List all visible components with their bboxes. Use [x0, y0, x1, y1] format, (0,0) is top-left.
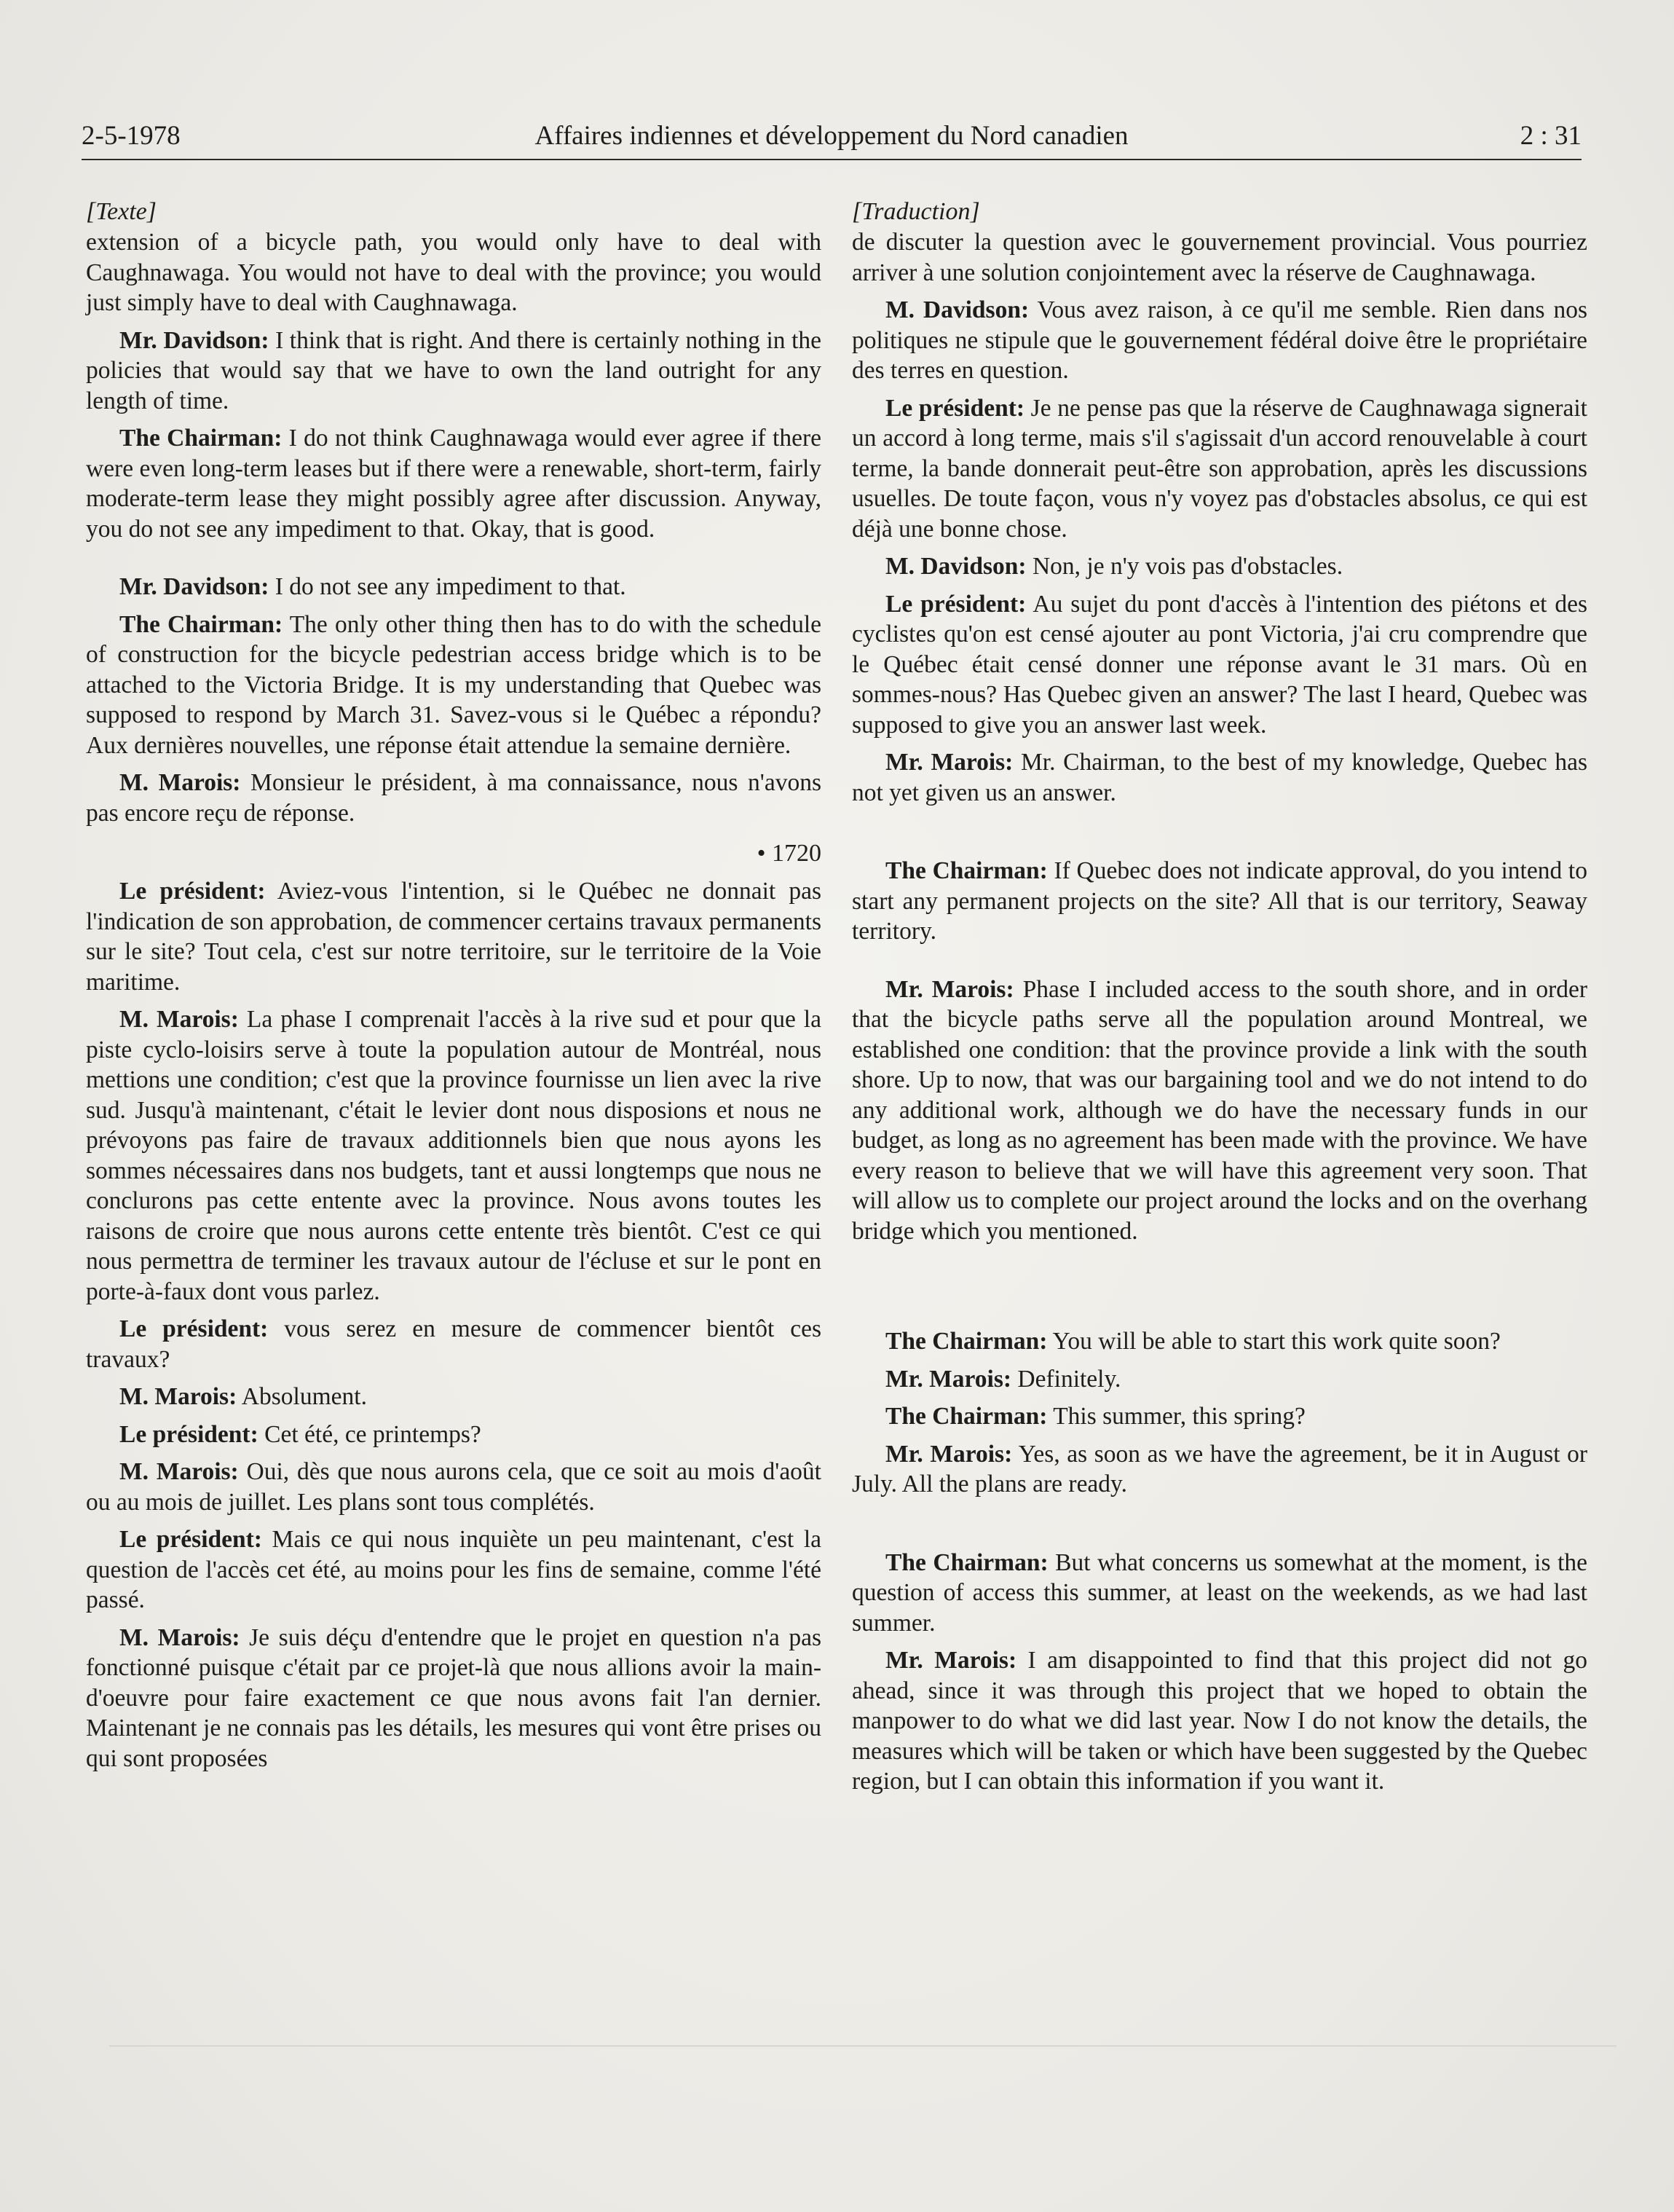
speaker-name: Mr. Davidson:	[119, 326, 269, 354]
speaker-name: Le président:	[119, 1526, 262, 1553]
speaker-name: Mr. Marois:	[885, 1365, 1012, 1393]
speaker-name: Mr. Marois:	[885, 749, 1014, 776]
paragraph: extension of a bicycle path, you would only have to deal with Caughnawaga. You would not have to deal with the province; you would just simply have to deal with Caughnawaga.	[86, 229, 821, 316]
header-date: 2-5-1978	[82, 121, 181, 151]
paragraph: Le président: Au sujet du pont d'accès à l'intention des piétons et des cyclistes qu'on est censé ajouter au pont Victoria, j'ai cru comprendre que le Québec était censé donner une réponse avant le 31 mars. Où en sommes-nous? Has Quebec given an answer? The last I heard, Quebec was supposed to give you an answer last week.	[852, 590, 1588, 739]
speaker-name: Le président:	[119, 1420, 258, 1448]
paragraph: Mr. Marois: Yes, as soon as we have the agreement, be it in August or July. All the plans are ready.	[852, 1440, 1587, 1497]
paragraph: M. Davidson: Non, je n'y vois pas d'obstacles.	[885, 553, 1343, 580]
paragraph: The Chairman: You will be able to start this work quite soon?	[885, 1328, 1501, 1355]
paragraph: M. Marois: Monsieur le président, à ma connaissance, nous n'avons pas encore reçu de réponse.	[86, 769, 821, 827]
paragraph: Mr. Marois: Definitely.	[885, 1365, 1121, 1393]
paragraph: Le président: Cet été, ce printemps?	[119, 1420, 481, 1448]
speaker-name: Mr. Marois:	[885, 975, 1014, 1003]
paragraph: Mr. Davidson: I do not see any impediment to that.	[119, 573, 626, 600]
paragraph: Mr. Marois: Phase I included access to the south shore, and in order that the bicycle paths serve all the population around Montreal, we established one condition: that the province provide a link with the south shore. Up to now, that was our bargaining tool and we do not intend to do any additional work, although we do have the necessary funds in our budget, as long as no agreement has been made with the province. We have every reason to believe that we will have this agreement very soon. That will allow us to complete our project around the locks and on the overhang bridge which you mentioned.	[852, 975, 1588, 1245]
paragraph: M. Marois: Absolument.	[119, 1383, 367, 1410]
text-marker: [Texte]	[86, 198, 157, 225]
paragraph: M. Marois: Je suis déçu d'entendre que le projet en question n'a pas fonctionné puisque c'était par ce projet-là que nous allions avoir la main-d'oeuvre pour faire exactement ce que nous avons fait l'an dernier. Maintenant je ne connais pas les détails, les mesures qui vont être prises ou qui sont proposées	[86, 1623, 821, 1772]
speaker-name: The Chairman:	[885, 1403, 1048, 1430]
paragraph: Le président: Aviez-vous l'intention, si le Québec ne donnait pas l'indication de son approbation, de commencer certains travaux permanents sur le site? Tout cela, c'est sur notre territoire, sur le territoire de la Voie maritime.	[86, 878, 821, 996]
paragraph: M. Marois: La phase I comprenait l'accès à la rive sud et pour que la piste cyclo-loisirs serve à toute la population autour de Montréal, nous mettions une condition; c'est que la province fournisse un lien avec la rive sud. Jusqu'à maintenant, c'était le levier dont nous disposions et nous ne prévoyons pas faire de travaux additionnels bien que nous ayons les sommes nécessaires dans nos budgets, tant et aussi longtemps que nous ne conclurons pas cette entente avec la province. Nous avons toutes les raisons de croire que nous aurons cette entente très bientôt. C'est ce qui nous permettra de terminer les travaux autour de l'écluse et sur le pont en porte-à-faux dont vous parlez.	[86, 1006, 821, 1305]
speaker-name: M. Marois:	[119, 769, 241, 796]
speaker-name: Le président:	[119, 1315, 269, 1342]
paragraph: The Chairman: This summer, this spring?	[885, 1403, 1306, 1430]
paragraph: The Chairman: If Quebec does not indicate approval, do you intend to start any permanent projects on the site? All that is our territory, Seaway territory.	[852, 857, 1587, 945]
time-marker: • 1720	[757, 840, 821, 867]
speaker-name: The Chairman:	[885, 857, 1048, 884]
header-page-number: 2 : 31	[1520, 121, 1582, 151]
speaker-name: Le président:	[119, 878, 266, 905]
speaker-name: M. Marois:	[119, 1383, 237, 1410]
paragraph: The Chairman: I do not think Caughnawaga would ever agree if there were even long-term leases but if there were a renewable, short-term, fairly moderate-term lease they might possibly agree after discussion. Anyway, you do not see any impediment to that. Okay, that is good.	[86, 425, 821, 543]
translation-marker: [Traduction]	[852, 198, 980, 225]
speaker-name: M. Marois:	[119, 1458, 239, 1485]
speaker-name: Mr. Marois:	[885, 1440, 1013, 1468]
paragraph: de discuter la question avec le gouvernement provincial. Vous pourriez arriver à une solution conjointement avec la réserve de Caughnawaga.	[852, 229, 1587, 286]
left-column	[86, 197, 821, 1781]
paragraph: M. Marois: Oui, dès que nous aurons cela, que ce soit au mois d'août ou au mois de juillet. Les plans sont tous complétés.	[86, 1458, 821, 1516]
speaker-name: Le président:	[885, 394, 1025, 422]
paragraph: Le président: Je ne pense pas que la réserve de Caughnawaga signerait un accord à long terme, mais s'il s'agissait d'un accord renouvelable à court terme, la bande donnerait peut-être son approbation, après les discussions usuelles. De toute façon, vous n'y voyez pas d'obstacles absolus, ce qui est déjà une bonne chose.	[852, 394, 1587, 543]
paragraph: The Chairman: The only other thing then has to do with the schedule of construction for the bicycle pedestrian access bridge which is to be attached to the Victoria Bridge. It is my understanding that Quebec was supposed to respond by March 31. Savez-vous si le Québec a répondu? Aux dernières nouvelles, une réponse était attendue la semaine dernière.	[86, 610, 821, 759]
speaker-name: The Chairman:	[885, 1328, 1048, 1355]
paragraph: The Chairman: But what concerns us somewhat at the moment, is the question of access this summer, at least on the weekends, as we had last summer.	[852, 1548, 1587, 1637]
page-header	[82, 118, 1582, 160]
paragraph: Mr. Davidson: I think that is right. And there is certainly nothing in the policies that would say that we have to own the land outright for any length of time.	[86, 326, 821, 414]
speaker-name: Mr. Marois:	[885, 1647, 1017, 1674]
speaker-name: M. Davidson:	[885, 553, 1027, 580]
speaker-name: Mr. Davidson:	[119, 573, 269, 600]
paragraph: Le président: Mais ce qui nous inquiète un peu maintenant, c'est la question de l'accès cet été, au moins pour les fins de semaine, comme l'été passé.	[86, 1526, 821, 1613]
paragraph: Mr. Marois: I am disappointed to find that this project did not go ahead, since it was through this project that we hoped to obtain the manpower to do what we did last year. Now I do not know the details, the measures which will be taken or which have been suggested by the Quebec region, but I can obtain this information if you want it.	[852, 1647, 1587, 1795]
speaker-name: M. Davidson:	[885, 296, 1030, 323]
bottom-divider	[109, 2045, 1616, 2047]
paragraph: M. Davidson: Vous avez raison, à ce qu'il me semble. Rien dans nos politiques ne stipule que le gouvernement fédéral doive être le propriétaire des terres en question.	[852, 296, 1587, 384]
paragraph: Le président: vous serez en mesure de commencer bientôt ces travaux?	[86, 1315, 822, 1373]
speaker-name: Le président:	[885, 590, 1027, 618]
right-column	[852, 197, 1587, 1804]
paragraph: Mr. Marois: Mr. Chairman, to the best of my knowledge, Quebec has not yet given us an answer.	[852, 749, 1587, 806]
speaker-name: The Chairman:	[119, 425, 283, 452]
speaker-name: M. Marois:	[119, 1006, 239, 1033]
speaker-name: The Chairman:	[119, 610, 283, 638]
speaker-name: M. Marois:	[119, 1623, 240, 1651]
header-title: Affaires indiennes et développement du Nord canadien	[534, 121, 1129, 151]
speaker-name: The Chairman:	[885, 1548, 1049, 1576]
